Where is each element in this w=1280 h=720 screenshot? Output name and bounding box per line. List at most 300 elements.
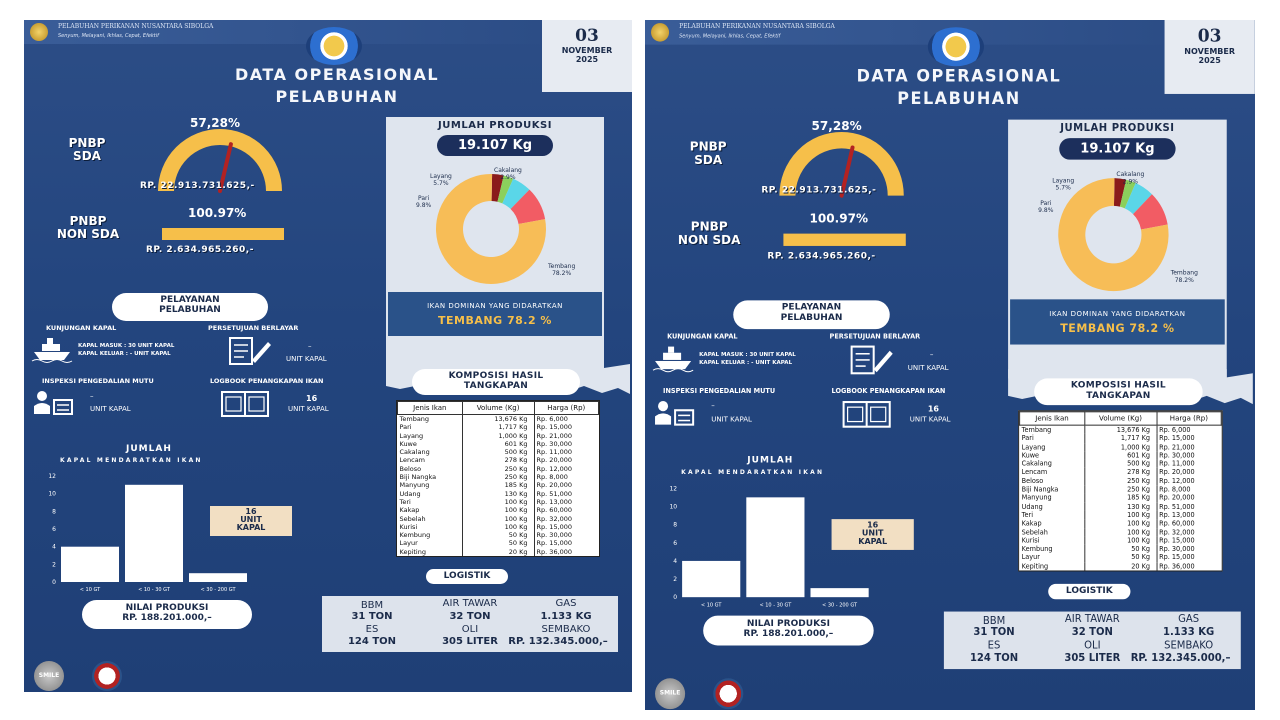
x-label-1: < 10 - 30 GT <box>759 602 792 609</box>
table-cell: Lencam <box>1020 468 1085 477</box>
table-row <box>1020 519 1222 528</box>
logbook-value: 16 <box>927 404 940 414</box>
pie-label-cakalang-pct: 2.9% <box>500 174 516 181</box>
komposisi-pill <box>1034 378 1203 405</box>
pnbp-sda-percent: 57,28% <box>811 118 862 133</box>
table-cell: Rp. 30,000 <box>1159 451 1195 460</box>
logbook-icon <box>220 390 270 418</box>
y-ticks <box>669 485 677 601</box>
table-cell: Rp. 20,000 <box>536 481 573 490</box>
logbook-label: LOGBOOK PENANGKAPAN IKAN <box>831 386 946 395</box>
table-cell: Rp. 11,000 <box>1159 459 1195 468</box>
table-row <box>398 448 599 456</box>
air-tawar-value: 32 TON <box>1071 626 1113 639</box>
table-cell: Rp. 20,000 <box>1159 493 1195 503</box>
table-cell: Tembang <box>398 415 463 424</box>
pie-label-cakalang-pct: 2.9% <box>1122 178 1139 186</box>
table-row <box>398 515 599 523</box>
table-cell: Rp. 36,000 <box>1159 561 1195 571</box>
table-cell: Rp. 15,000 <box>536 539 573 548</box>
logistik-pill: LOGISTIK <box>426 569 508 584</box>
pnbp-sda-label-1: PNBP <box>689 139 727 154</box>
table-cell: Pari <box>398 423 463 431</box>
total-kapal-word: KAPAL <box>236 523 266 532</box>
komposisi-table <box>396 400 600 557</box>
kunjungan-kapal-label: KUNJUNGAN KAPAL <box>667 332 738 341</box>
institution-tagline: Senyum, Melayani, Ikhlas, Cepat, Efektif <box>58 33 159 39</box>
es-label: ES <box>987 640 1001 652</box>
pnbp-non-sda-bar <box>162 228 284 240</box>
date-box <box>542 20 632 92</box>
y-tick-label: 2 <box>52 561 56 569</box>
jumlah-produksi-title: JUMLAH PRODUKSI <box>1060 122 1175 134</box>
pnbp-sda-label-2: SDA <box>73 149 101 163</box>
poster-left <box>24 20 632 692</box>
table-cell: 250 Kg <box>462 473 534 481</box>
table-cell: Rp. 51,000 <box>536 489 573 498</box>
table-cell: Teri <box>1020 511 1085 520</box>
pnbp-sda-label-1: PNBP <box>68 136 106 150</box>
gas-label: GAS <box>555 598 577 609</box>
table-cell: 250 Kg <box>462 465 534 473</box>
x-labels <box>80 587 237 593</box>
jumlah-produksi-title: JUMLAH PRODUKSI <box>438 120 552 131</box>
pelayanan-title-2: PELABUHAN <box>159 305 221 315</box>
kapal-masuk-text: KAPAL MASUK : 30 UNIT KAPAL <box>699 351 796 358</box>
institution-banner <box>24 20 540 44</box>
pelayanan-pelabuhan-pill <box>112 293 268 321</box>
table-row <box>398 506 599 514</box>
table-row <box>398 456 599 464</box>
table-row <box>398 548 599 556</box>
table-row <box>1020 494 1222 503</box>
table-header-cell: Harga (Rp) <box>1157 412 1222 425</box>
table-cell: Rp. 20,000 <box>1159 468 1195 477</box>
bar-2 <box>189 573 247 582</box>
table-cell: Manyung <box>1020 494 1085 503</box>
ikan-dominan-label: IKAN DOMINAN YANG DIDARATKAN <box>427 302 563 310</box>
table-cell: 278 Kg <box>1084 468 1156 477</box>
table-row <box>1020 553 1222 562</box>
x-label-2: < 30 - 200 GT <box>200 587 236 593</box>
table-row <box>398 539 599 547</box>
logistik-panel <box>944 612 1241 670</box>
table-row <box>398 465 599 473</box>
table-cell: Rp. 30,000 <box>536 439 573 448</box>
table-cell: 100 Kg <box>462 498 534 506</box>
table-cell: Rp. 51,000 <box>1159 502 1195 511</box>
table-cell: 185 Kg <box>1084 494 1156 503</box>
komposisi-title-1: KOMPOSISI HASIL <box>448 371 544 381</box>
table-cell: Sebelah <box>398 515 463 523</box>
institution-banner <box>645 20 1163 45</box>
pnbp-non-label-2: NON SDA <box>677 232 741 247</box>
logbook-value: 16 <box>306 394 318 403</box>
table-row <box>398 423 599 431</box>
oli-label: OLI <box>1084 640 1101 652</box>
pnbp-non-sda-label <box>661 220 757 247</box>
pie-label-pari <box>416 195 431 209</box>
table-cell: Kakap <box>398 506 463 514</box>
table-cell: Rp. 15,000 <box>536 522 573 531</box>
table-cell: Rp. 15,000 <box>1159 553 1195 562</box>
logistik-panel <box>322 596 618 652</box>
table-cell: Rp. 36,000 <box>536 547 573 556</box>
logbook-unit: UNIT KAPAL <box>909 415 951 424</box>
table-row <box>398 481 599 489</box>
table-cell: Rp. 30,000 <box>536 531 573 540</box>
table-row <box>1020 502 1222 511</box>
pelayanan-pelabuhan-pill <box>733 300 889 329</box>
table-cell: 130 Kg <box>1084 502 1156 511</box>
table-body <box>398 415 599 557</box>
persetujuan-unit: UNIT KAPAL <box>286 355 327 363</box>
pnbp-non-label-1: PNBP <box>69 214 107 228</box>
table-cell: Beloso <box>1020 477 1085 486</box>
bar-1 <box>125 485 183 582</box>
komposisi-title-1: KOMPOSISI HASIL <box>1070 380 1166 391</box>
table-cell: Rp. 30,000 <box>1159 544 1195 554</box>
total-kapal-box <box>210 506 292 536</box>
total-kapal-word: KAPAL <box>858 536 888 546</box>
total-kapal-count: 16 <box>867 520 879 530</box>
nilai-produksi-label: NILAI PRODUKSI <box>125 603 209 613</box>
gas-value: 1.133 KG <box>540 611 592 622</box>
date-day: 03 <box>575 26 599 46</box>
table-cell: 1,717 Kg <box>462 423 534 431</box>
date-box <box>1165 20 1255 94</box>
oli-value: 305 LITER <box>1064 652 1121 664</box>
table-cell: Teri <box>398 498 463 506</box>
table-cell: 1,000 Kg <box>1084 443 1156 452</box>
table-cell: Rp. 15,000 <box>1159 536 1195 545</box>
sembako-value: RP. 132.345.000,– <box>508 636 608 647</box>
pie-label-pari-name: Pari <box>1040 199 1052 207</box>
pnbp-sda-amount: RP. 22.913.731.625,- <box>761 185 877 196</box>
table-row <box>1020 451 1222 460</box>
pie-label-layang-name: Layang <box>430 173 452 180</box>
table-cell: 50 Kg <box>462 539 534 547</box>
y-tick-label: 6 <box>52 526 56 533</box>
x-label-1: < 10 - 30 GT <box>138 587 170 593</box>
sembako-label: SEMBAKO <box>1164 640 1214 652</box>
pnbp-sda-label-2: SDA <box>694 152 723 167</box>
y-tick-label: 10 <box>48 490 56 498</box>
inspeksi-unit: UNIT KAPAL <box>711 415 752 424</box>
table-cell: 100 Kg <box>462 515 534 523</box>
oli-value: 305 LITER <box>442 636 498 647</box>
kapal-keluar-text: KAPAL KELUAR : - UNIT KAPAL <box>78 351 171 357</box>
pnbp-non-sda-amount: RP. 2.634.965.260,- <box>767 251 876 262</box>
table-header-cell: Jenis Ikan <box>1020 412 1085 425</box>
persetujuan-value: – <box>308 342 312 350</box>
table-cell: Rp. 32,000 <box>536 514 573 523</box>
table-cell: 1,000 Kg <box>462 432 534 440</box>
inspeksi-mutu-label: INSPEKSI PENGEDALIAN MUTU <box>42 377 154 385</box>
table-cell: Rp. 13,000 <box>536 497 573 506</box>
table-cell: Layur <box>1020 553 1085 562</box>
pie-label-tembang-name: Tembang <box>1170 269 1198 277</box>
table-cell: Udang <box>398 490 463 498</box>
inspector-icon <box>32 390 74 416</box>
date-year: 2025 <box>575 55 599 64</box>
logbook-icon <box>842 400 892 429</box>
table-row <box>398 415 599 424</box>
pnbp-sda-amount: RP. 22.913.731.625,- <box>140 181 255 191</box>
institution-seal-icon <box>30 23 48 41</box>
pie-label-pari-pct: 9.8% <box>416 202 432 209</box>
pie-label-tembang-name: Tembang <box>548 263 576 270</box>
pie-label-layang <box>430 173 452 187</box>
ikan-dominan-box <box>388 292 602 336</box>
table-cell: 1,717 Kg <box>1084 434 1156 443</box>
table-cell: 601 Kg <box>462 440 534 448</box>
table-cell: Rp. 20,000 <box>536 456 573 465</box>
persetujuan-berlayar-label: PERSETUJUAN BERLAYAR <box>208 324 299 332</box>
table-row <box>398 490 599 498</box>
poster-right <box>645 20 1255 710</box>
persetujuan-value: – <box>929 350 934 359</box>
table-cell: Rp. 8,000 <box>1159 485 1191 494</box>
table-cell: 100 Kg <box>1084 511 1156 520</box>
garuda-emblem-icon <box>928 27 984 66</box>
table-row <box>1020 434 1222 443</box>
bar-0 <box>682 561 740 597</box>
pie-label-layang-pct: 5.7% <box>433 180 449 187</box>
pelayanan-title-2: PELABUHAN <box>780 312 843 323</box>
institution-name: PELABUHAN PERIKANAN NUSANTARA SIBOLGA <box>679 23 835 31</box>
total-kapal-unit: UNIT <box>240 515 262 524</box>
persetujuan-unit: UNIT KAPAL <box>907 364 949 373</box>
date-month: NOVEMBER <box>561 46 613 55</box>
date-day: 03 <box>1197 26 1222 47</box>
table-cell: 100 Kg <box>1084 519 1156 528</box>
gas-value: 1.133 KG <box>1163 626 1215 639</box>
table-row <box>1020 485 1222 494</box>
table-cell: Rp. 13,000 <box>1159 510 1195 520</box>
table-cell: Kakap <box>1020 519 1085 528</box>
document-sign-icon <box>850 345 894 376</box>
x-labels <box>701 602 858 608</box>
table-cell: Rp. 8,000 <box>536 473 568 482</box>
table-cell: Kembung <box>398 531 463 539</box>
table-cell: Layur <box>398 539 463 547</box>
nilai-produksi-value: RP. 188.201.000,– <box>743 629 834 640</box>
date-month: NOVEMBER <box>1184 46 1236 56</box>
pelayanan-title-1: PELAYANAN <box>781 302 842 313</box>
table-body <box>1020 425 1222 570</box>
total-kapal-unit: UNIT <box>861 528 884 538</box>
title-line-2: PELABUHAN <box>275 87 399 106</box>
x-label-0: < 10 GT <box>700 602 722 609</box>
total-kapal-box <box>832 519 914 550</box>
table-cell: Cakalang <box>398 448 463 456</box>
pie-label-pari-name: Pari <box>418 195 430 202</box>
table-cell: 250 Kg <box>1084 477 1156 486</box>
table-row <box>398 531 599 539</box>
table-row <box>1020 468 1222 477</box>
document-sign-icon <box>228 336 272 366</box>
table-row <box>398 498 599 506</box>
table-row <box>398 440 599 448</box>
table-header-cell: Volume (Kg) <box>462 402 534 415</box>
total-kapal-count: 16 <box>245 507 257 516</box>
table-row <box>1020 528 1222 537</box>
y-tick-label: 0 <box>52 579 56 586</box>
table-row <box>1020 477 1222 486</box>
pie-label-layang <box>1052 177 1074 191</box>
ship-icon <box>653 345 693 372</box>
table-row <box>1020 443 1222 452</box>
table-cell: Rp. 60,000 <box>536 506 573 515</box>
table-cell: Pari <box>1020 434 1085 443</box>
table-cell: Udang <box>1020 502 1085 511</box>
bbm-label: BBM <box>360 600 384 611</box>
table-cell: Rp. 6,000 <box>1159 425 1191 434</box>
bar-1 <box>746 497 804 597</box>
table-cell: Cakalang <box>1020 460 1085 469</box>
kapal-keluar-text: KAPAL KELUAR : - UNIT KAPAL <box>699 359 793 367</box>
table-header-cell: Harga (Rp) <box>534 402 598 415</box>
nilai-produksi-pill <box>703 616 874 646</box>
y-tick-label: 8 <box>52 508 56 516</box>
institution-name: PELABUHAN PERIKANAN NUSANTARA SIBOLGA <box>58 23 214 30</box>
nilai-produksi-pill <box>82 600 252 629</box>
table-cell: Kuwe <box>1020 451 1085 460</box>
oli-label: OLI <box>461 624 479 635</box>
table-header-cell: Jenis Ikan <box>398 402 463 415</box>
table-cell: Layang <box>1020 443 1085 452</box>
donut-slices <box>1058 178 1168 291</box>
pie-label-tembang <box>1171 270 1198 284</box>
table-cell: Manyung <box>398 481 463 489</box>
table-cell: Kurisi <box>398 523 463 531</box>
jumlah-produksi-value: 19.107 Kg <box>1059 138 1175 160</box>
kapal-chart-subtitle: KAPAL MENDARATKAN IKAN <box>681 468 825 476</box>
pie-label-layang-pct: 5.7% <box>1055 184 1071 192</box>
poster-inner <box>645 20 1255 710</box>
y-tick-label: 6 <box>673 539 678 547</box>
y-tick-label: 12 <box>669 485 678 493</box>
poster-inner <box>24 20 632 692</box>
bar-0 <box>61 547 119 582</box>
ikan-dominan-value: TEMBANG 78.2 % <box>1060 321 1175 336</box>
table-cell: Kepiting <box>398 548 463 556</box>
pie-label-tembang-pct: 78.2% <box>552 270 572 277</box>
es-value: 124 TON <box>347 636 397 647</box>
table-cell: Biji Nangka <box>398 473 463 481</box>
title-line-1: DATA OPERASIONAL <box>856 66 1062 86</box>
table-cell: 500 Kg <box>1084 460 1156 469</box>
table-cell: 20 Kg <box>462 548 534 556</box>
ikan-dominan-box <box>1010 299 1225 344</box>
donut-slices <box>436 174 546 284</box>
logbook-label: LOGBOOK PENANGKAPAN IKAN <box>210 377 324 385</box>
table-cell: Sebelah <box>1020 528 1085 537</box>
es-label: ES <box>365 624 379 635</box>
table-cell: 130 Kg <box>462 490 534 498</box>
pie-label-pari <box>1038 200 1053 214</box>
komposisi-pill <box>412 369 580 395</box>
table-cell: 278 Kg <box>462 456 534 464</box>
title-line-1: DATA OPERASIONAL <box>234 65 440 84</box>
table-cell: 185 Kg <box>462 481 534 489</box>
institution-seal-icon <box>651 23 669 41</box>
pnbp-non-sda-bar <box>783 234 905 246</box>
table-cell: Rp. 15,000 <box>536 423 573 432</box>
bbm-label: BBM <box>982 615 1006 627</box>
nilai-produksi-value: RP. 188.201.000,– <box>122 613 212 623</box>
pie-label-tembang <box>548 263 575 277</box>
pnbp-sda-label <box>675 140 741 167</box>
wbk-logo-icon <box>92 661 122 691</box>
y-tick-label: 8 <box>673 521 678 529</box>
inspeksi-mutu-label: INSPEKSI PENGEDALIAN MUTU <box>663 386 776 395</box>
pie-label-cakalang <box>1116 171 1144 185</box>
kunjungan-kapal-label: KUNJUNGAN KAPAL <box>46 324 117 332</box>
table-cell: 250 Kg <box>1084 485 1156 494</box>
table-cell: 13,676 Kg <box>1084 425 1156 434</box>
bar-2 <box>810 588 868 597</box>
nilai-produksi-label: NILAI PRODUKSI <box>746 618 830 630</box>
table-cell: 13,676 Kg <box>462 415 534 424</box>
gas-label: GAS <box>1178 613 1200 625</box>
pie-label-cakalang-name: Cakalang <box>1116 170 1145 179</box>
table-row <box>1020 536 1222 545</box>
table-row <box>398 432 599 440</box>
pelayanan-title-1: PELAYANAN <box>160 295 220 305</box>
kapal-chart-subtitle: KAPAL MENDARATKAN IKAN <box>60 457 203 464</box>
pie-label-cakalang <box>494 167 522 181</box>
table-cell: Rp. 21,000 <box>1159 442 1195 451</box>
table-row <box>1020 425 1222 434</box>
table-cell: 50 Kg <box>1084 545 1156 554</box>
pnbp-non-sda-percent: 100.97% <box>809 211 869 226</box>
pnbp-non-label-2: NON SDA <box>56 227 120 241</box>
air-tawar-value: 32 TON <box>449 611 491 622</box>
table-cell: Layang <box>398 432 463 440</box>
table-cell: Rp. 12,000 <box>536 464 573 473</box>
kapal-chart-title: JUMLAH <box>747 455 794 466</box>
table-cell: Rp. 12,000 <box>1159 476 1195 486</box>
wbk-logo-icon <box>713 678 743 709</box>
pie-label-pari-pct: 9.8% <box>1038 206 1054 215</box>
table-cell: 100 Kg <box>1084 528 1156 537</box>
table-row <box>1020 460 1222 469</box>
table-cell: 500 Kg <box>462 448 534 456</box>
y-ticks <box>48 473 56 586</box>
x-label-2: < 30 - 200 GT <box>822 602 858 609</box>
pie-label-layang-name: Layang <box>1052 177 1075 185</box>
pie-label-tembang-pct: 78.2% <box>1174 276 1194 284</box>
table-cell: Lencam <box>398 456 463 464</box>
table-header-cell: Volume (Kg) <box>1084 412 1156 425</box>
title-line-2: PELABUHAN <box>897 88 1021 109</box>
institution-tagline: Senyum, Melayani, Ikhlas, Cepat, Efektif <box>679 33 781 40</box>
ikan-dominan-label: IKAN DOMINAN YANG DIDARATKAN <box>1049 309 1186 318</box>
table-cell: 100 Kg <box>462 523 534 531</box>
kapal-chart-title: JUMLAH <box>126 444 172 454</box>
sembako-label: SEMBAKO <box>541 624 591 635</box>
pnbp-non-label-1: PNBP <box>690 219 728 234</box>
y-tick-label: 4 <box>52 543 56 551</box>
inspector-icon <box>653 400 695 427</box>
page-title <box>174 64 500 108</box>
es-value: 124 TON <box>969 652 1019 664</box>
table-cell: 50 Kg <box>1084 553 1156 562</box>
pie-label-cakalang-name: Cakalang <box>494 167 522 174</box>
table-cell: 20 Kg <box>1084 562 1156 571</box>
